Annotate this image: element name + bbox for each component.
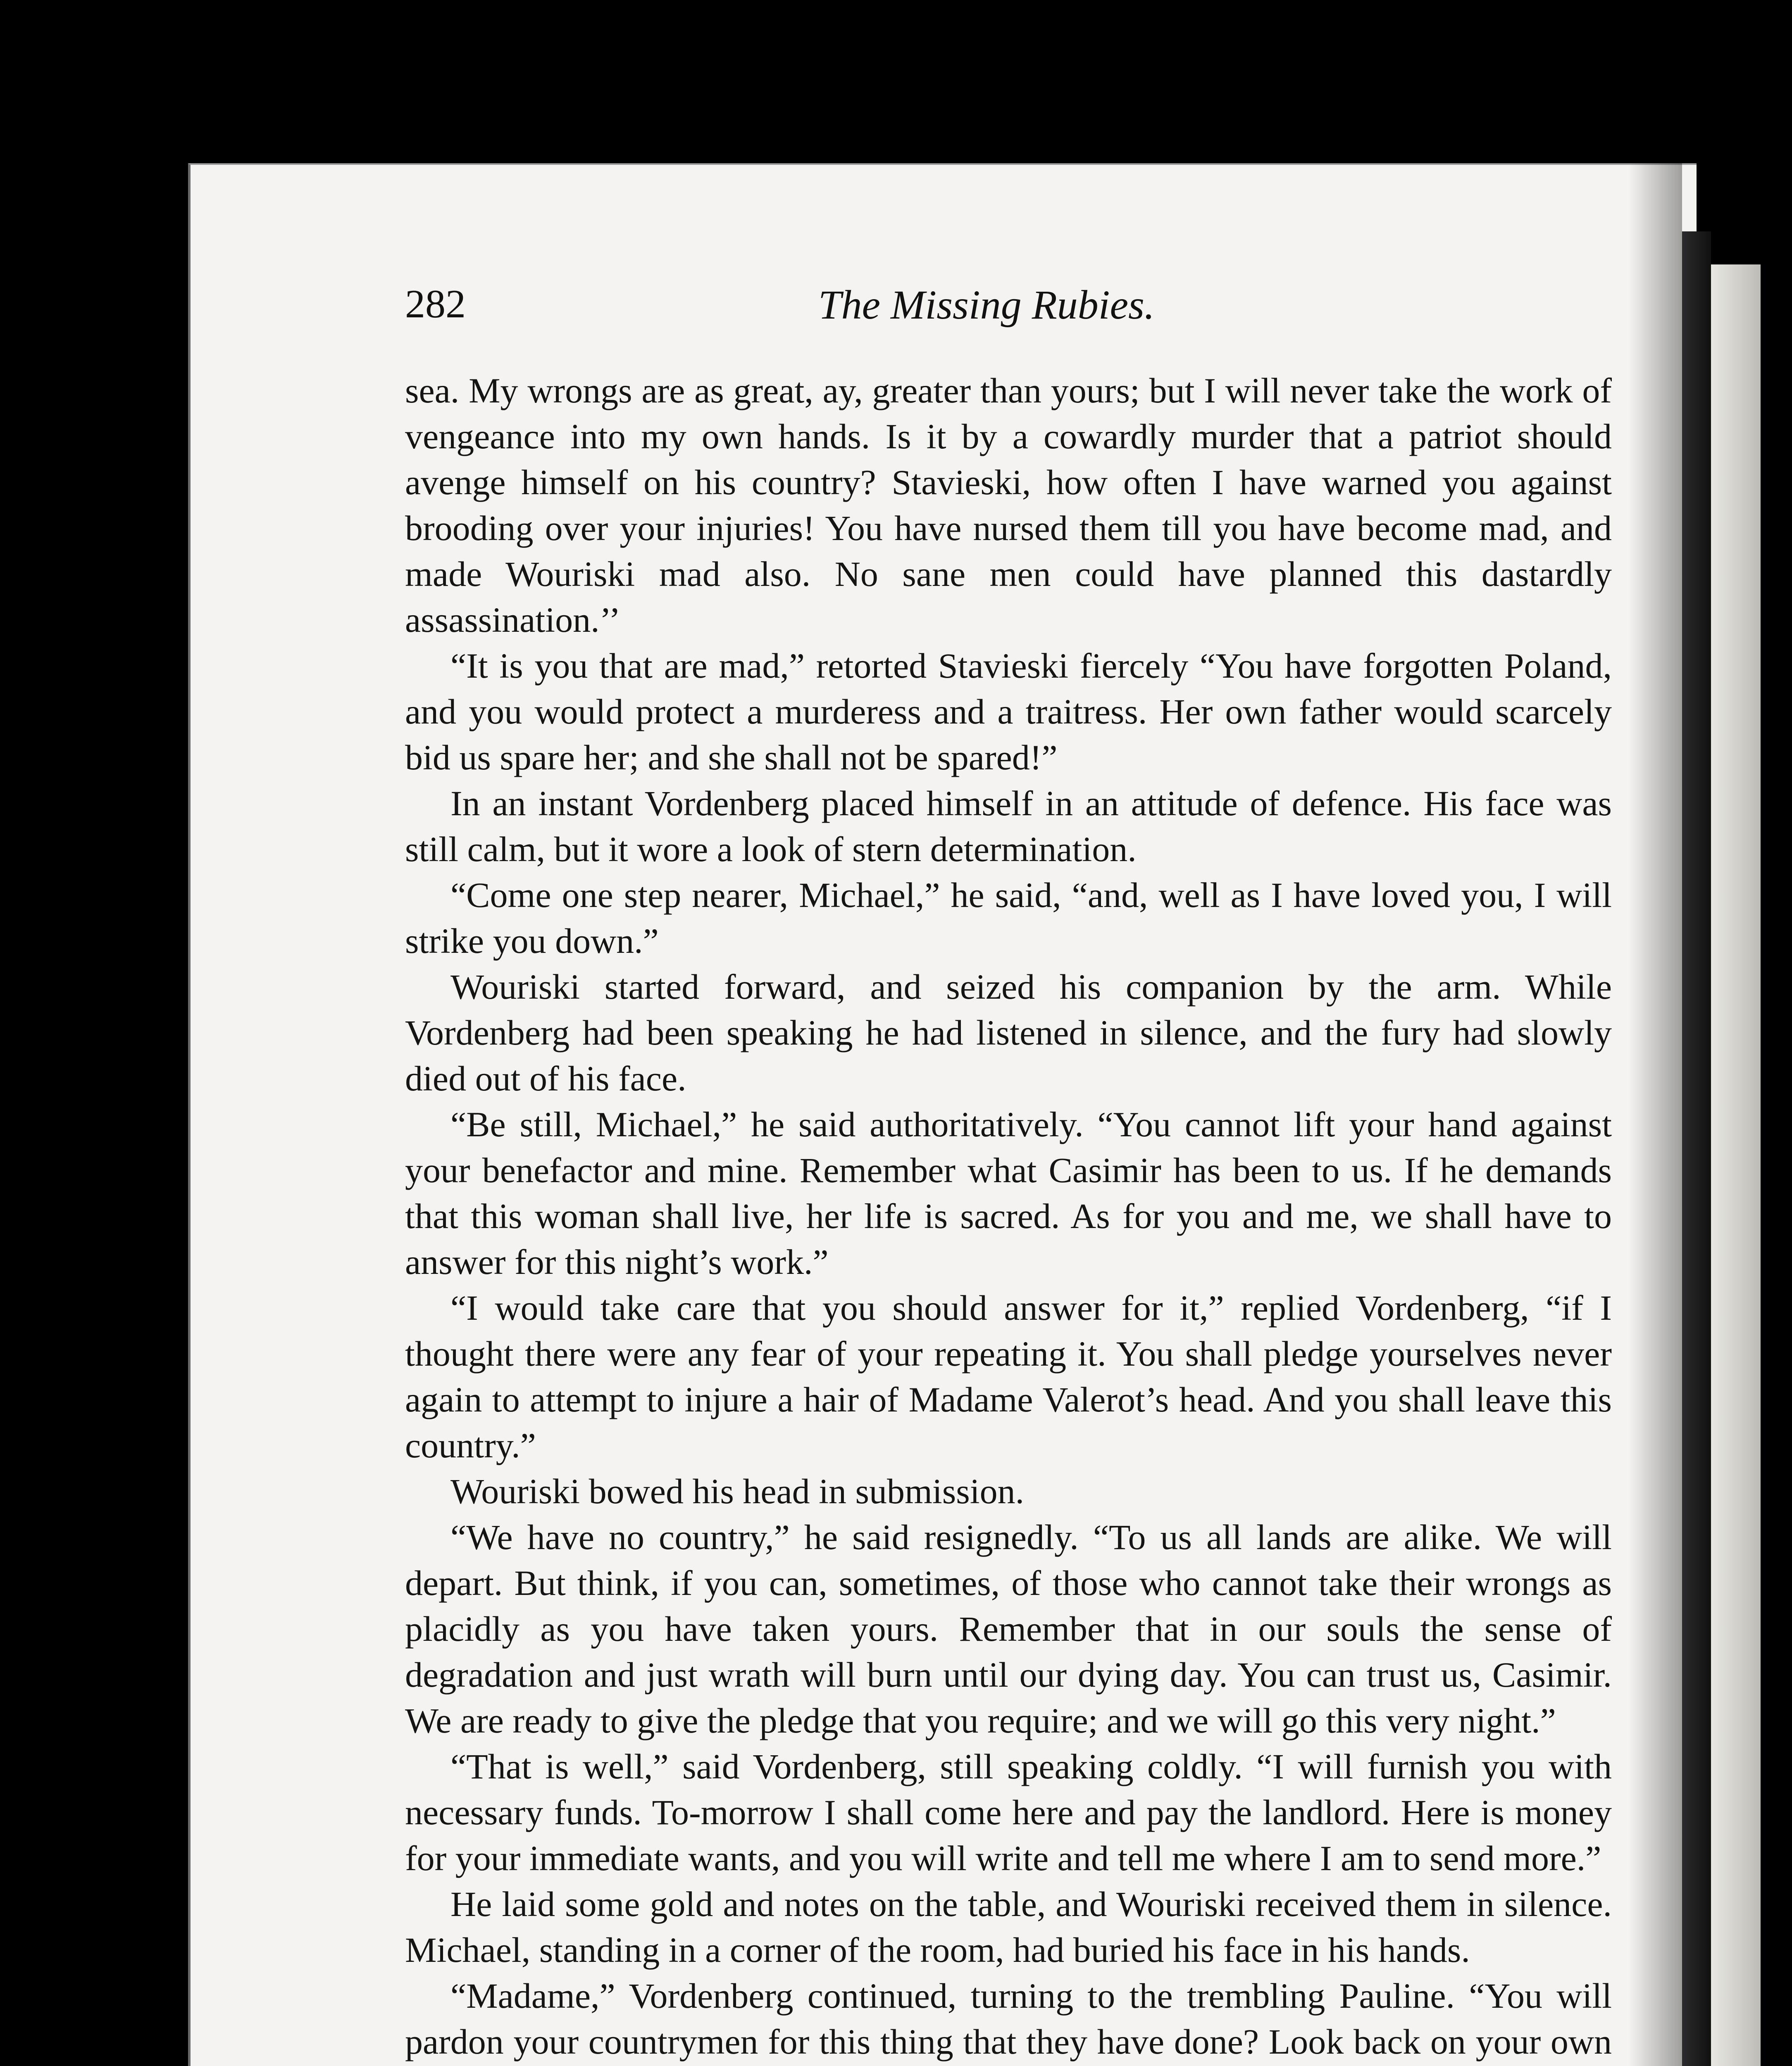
facing-page-edge <box>1711 264 1761 2066</box>
paragraph: He laid some gold and notes on the table, and Wouriski received them in silence. Michael, standing in a corner of the room, had buried his face in his hands. <box>405 1884 1612 1970</box>
paragraph: sea. My wrongs are as great, ay, greater than yours; but I will never take the work of vengeance into my own hands. Is it by a cowardly murder that a patriot should avenge himself on his country? Stavieski, how often I have warned you against brooding over your injuries! You have nursed them till you have become mad, and made Wouriski mad also. No sane men could have planned this dastardly assassination.’’ <box>405 371 1612 640</box>
page-header-title: The Missing Rubies. <box>818 282 1155 328</box>
gutter-shadow <box>1628 163 1682 2066</box>
paragraph: Wouriski started forward, and seized his companion by the arm. While Vordenberg had been speaking he had listened in silence, and the fury had slowly died out of his face. <box>405 967 1612 1098</box>
paragraph: “That is well,” said Vordenberg, still speaking coldly. “I will furnish you with necessary funds. To-morrow I shall come here and pay the landlord. Here is money for your immediate wants, and you will write and tell me where I am to send more.” <box>405 1747 1612 1878</box>
paragraph: “It is you that are mad,” retorted Stavieski fiercely “You have forgotten Poland, and you would protect a murderess and a traitress. Her own father would scarcely bid us spare her; and she shall not be spared!” <box>405 646 1612 777</box>
paragraph: Wouriski bowed his head in submission. <box>450 1471 1025 1511</box>
paragraph: “We have no country,” he said resignedly. “To us all lands are alike. We will depart. But think, if you can, sometimes, of those who cannot take their wrongs as placidly as you have taken yours. Remember that in our souls the sense of degradation and just wrath will burn until our dying day. You can trust us, Casimir. We are ready to give the pledge that you require; and we will go this very night.” <box>405 1517 1612 1740</box>
body-text <box>405 368 1612 2066</box>
paragraph: “Come one step nearer, Michael,” he said, “and, well as I have loved you, I will strike you down.” <box>405 875 1612 961</box>
running-head <box>405 281 1628 347</box>
paragraph: “Madame,” Vordenberg continued, turning to the trembling Pauline. “You will pardon your countrymen for this thing that they have done? Look back on your own <box>405 1976 1612 2061</box>
page-edge <box>1682 231 1711 2066</box>
paragraph: In an instant Vordenberg placed himself in an attitude of defence. His face was still calm, but it wore a look of stern determination. <box>405 783 1612 869</box>
paragraph: “I would take care that you should answer for it,” replied Vordenberg, “if I thought there were any fear of your repeating it. You shall pledge yourselves never again to attempt to injure a hair of Madame Valerot’s head. And you shall leave this country.” <box>405 1288 1612 1465</box>
paragraph: “Be still, Michael,” he said authoritatively. “You cannot lift your hand against your benefactor and mine. Remember what Casimir has been to us. If he demands that this woman shall live, her life is sacred. As for you and me, we shall have to answer for this night’s work.” <box>405 1104 1612 1282</box>
page-number: 282 <box>405 282 466 326</box>
